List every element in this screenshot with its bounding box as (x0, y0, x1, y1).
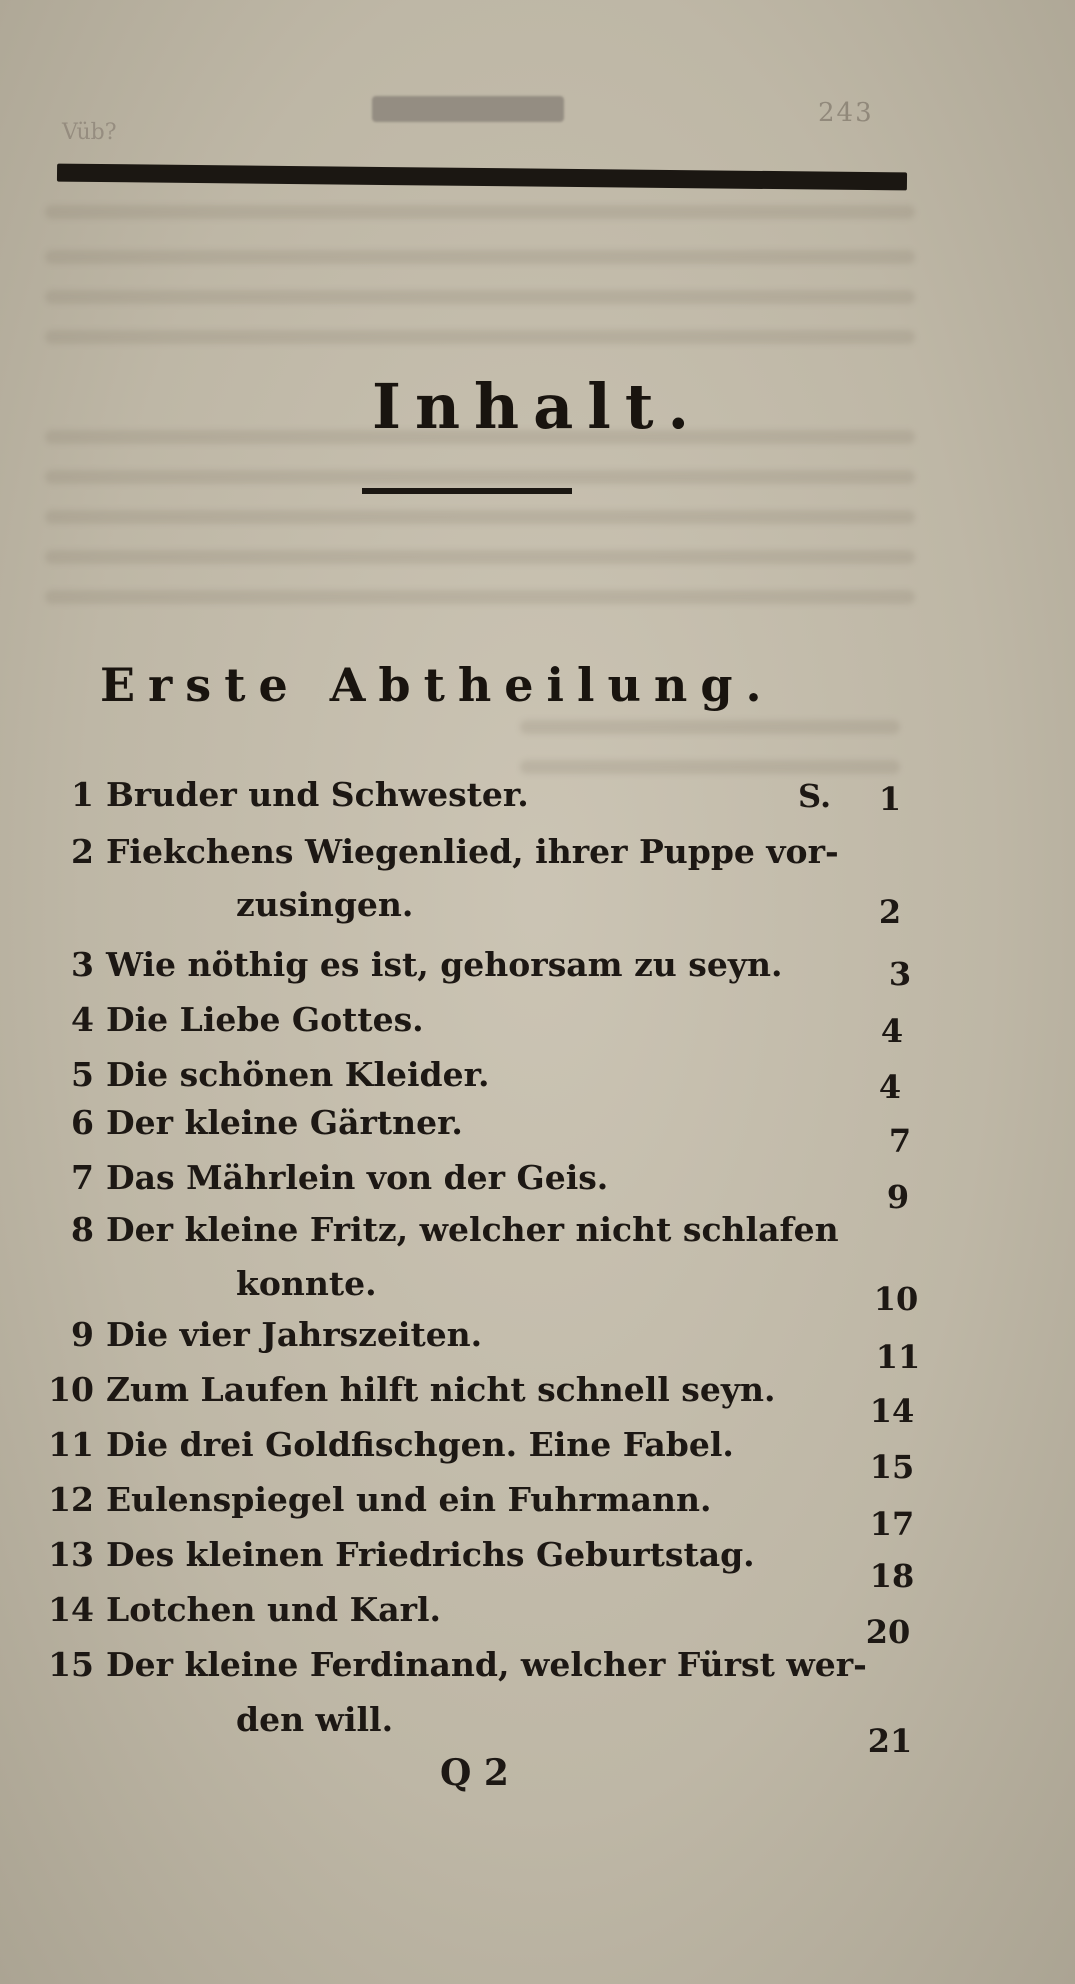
entry-page: 20 (865, 1613, 911, 1651)
entry-title-continuation: den will. (236, 1700, 394, 1739)
entry-number: 2 (71, 832, 94, 871)
entry-title: Die Liebe Gottes. (106, 1000, 424, 1039)
entry-title: Des kleinen Friedrichs Geburtstag. (106, 1535, 755, 1574)
entry-title: Das Mährlein von der Geis. (106, 1158, 609, 1197)
entry-title: Die schönen Kleider. (106, 1055, 490, 1094)
entry-page: 18 (869, 1557, 915, 1595)
entry-title: Die vier Jahrszeiten. (106, 1315, 483, 1354)
entry-number: 3 (71, 945, 94, 984)
entry-page: 4 (878, 1068, 902, 1106)
entry-number: 1 (71, 775, 94, 814)
entry-page: 15 (869, 1448, 915, 1486)
entry-number: 14 (48, 1590, 94, 1629)
entry-number: 13 (48, 1535, 94, 1574)
toc-entry (40, 775, 529, 814)
entry-number: 6 (71, 1103, 94, 1142)
entry-number: 12 (48, 1480, 94, 1519)
entry-title: Lotchen und Karl. (106, 1590, 442, 1629)
toc-entry (40, 1055, 489, 1094)
toc-entry (40, 945, 783, 984)
page-column-label: S. (798, 777, 832, 815)
entry-title: Eulenspiegel und ein Fuhrmann. (106, 1480, 712, 1519)
toc-entry (40, 1645, 867, 1684)
toc-entry (40, 1315, 482, 1354)
entry-title: Der kleine Ferdinand, welcher Fürst wer- (106, 1645, 867, 1684)
entry-page: 4 (880, 1012, 904, 1050)
toc-entry (40, 1370, 776, 1409)
entry-title: Wie nöthig es ist, gehorsam zu seyn. (106, 945, 783, 984)
entry-title: Fiekchens Wiegenlied, ihrer Puppe vor- (106, 832, 839, 871)
toc-entry (40, 1158, 608, 1197)
entry-title: Bruder und Schwester. (106, 775, 529, 814)
entry-number: 11 (48, 1425, 94, 1464)
bleed-left-text: Vüb? (62, 120, 117, 145)
entry-page: 9 (886, 1178, 910, 1216)
entry-page: 2 (878, 893, 902, 931)
toc-entry (40, 1425, 734, 1464)
toc-entry (40, 1535, 755, 1574)
entry-page: 11 (875, 1338, 921, 1376)
entry-page: 1 (878, 780, 902, 818)
printer-signature-mark: Q 2 (440, 1752, 509, 1794)
entry-number: 10 (48, 1370, 94, 1409)
page-title: Inhalt. (371, 370, 704, 443)
toc-entry (40, 1590, 441, 1629)
entry-page: 21 (867, 1722, 913, 1760)
entry-title: Zum Laufen hilft nicht schnell seyn. (106, 1370, 776, 1409)
toc-entry (40, 832, 839, 871)
entry-page: 7 (888, 1122, 912, 1160)
entry-number: 8 (71, 1210, 94, 1249)
entry-number: 7 (71, 1158, 94, 1197)
entry-number: 4 (71, 1000, 94, 1039)
toc-entry (40, 1210, 839, 1249)
bleed-page-number: 243 (818, 98, 874, 128)
entry-title: Die drei Goldfischgen. Eine Fabel. (106, 1425, 734, 1464)
entry-number: 15 (48, 1645, 94, 1684)
entry-number: 9 (71, 1315, 94, 1354)
entry-title-continuation: zusingen. (236, 885, 414, 924)
entry-page: 3 (888, 955, 912, 993)
entry-page: 17 (869, 1505, 915, 1543)
toc-entry (40, 1103, 463, 1142)
section-heading: Erste Abtheilung. (100, 658, 775, 712)
entry-page: 10 (873, 1280, 919, 1318)
entry-title-continuation: konnte. (236, 1264, 377, 1303)
toc-entry (40, 1480, 712, 1519)
entry-number: 5 (71, 1055, 94, 1094)
entry-title: Der kleine Gärtner. (106, 1103, 463, 1142)
toc-entry (40, 1000, 424, 1039)
entry-title: Der kleine Fritz, welcher nicht schlafen (106, 1210, 839, 1249)
entry-page: 14 (869, 1392, 915, 1430)
